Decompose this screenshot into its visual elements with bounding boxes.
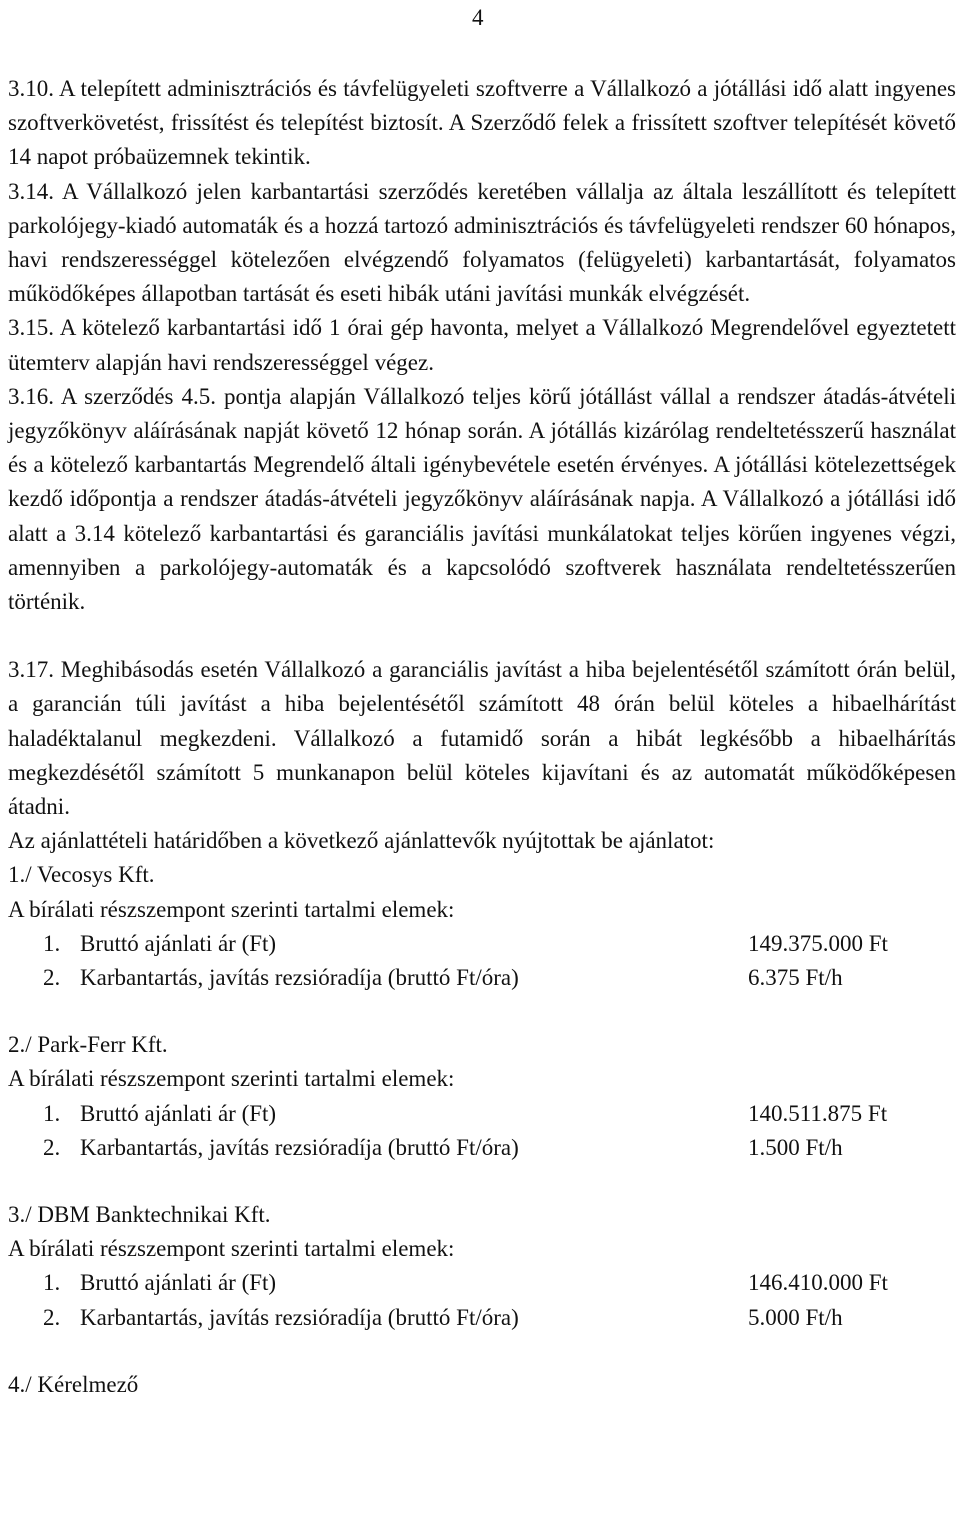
bidder-name: 1./ Vecosys Kft. — [8, 862, 155, 888]
criteria-label: Bruttó ajánlati ár (Ft) — [80, 930, 277, 956]
offers-intro: Az ajánlattételi határidőben a következő ajánlattevők nyújtottak be ajánlatot: — [8, 828, 715, 854]
paragraph-3-16: 3.16. A szerződés 4.5. pontja alapján Vállalkozó teljes körű jótállást vállal a rendszer átadás-átvételi jegyzőkönyv aláírásának napját követő 12 hónap során. A jótállás kizárólag rendeltetésszerű használat és a kötelező karbantartás Megrendelő általi igénybevétele esetén érvényes. A jótállási kötelezettségek kezdő időpontja a rendszer átadás-átvételi jegyzőkönyv aláírásának napja. A Vállalkozó a jótállási idő alatt a 3.14 kötelező karbantartási és garanciális javítási munkálatokat teljes körűen ingyenes végzi, amennyiben a parkolójegy-automaták és a kapcsolódó szoftverek használata rendeltetésszerűen történik. — [8, 383, 956, 615]
page-number: 4 — [472, 5, 484, 30]
criteria-label: Bruttó ajánlati ár (Ft) — [80, 1270, 277, 1296]
criteria-row — [8, 1266, 956, 1300]
criteria-row — [8, 961, 956, 995]
bidder-block — [8, 858, 956, 995]
paragraph-3-10: 3.10. A telepített adminisztrációs és távfelügyeleti szoftverre a Vállalkozó a jótállási idő alatt ingyenes szoftverkövetést, frissítést és telepítést biztosít. A Szerződő felek a frissített szoftver telepítését követő 14 napot próbaüzemnek tekintik. — [8, 76, 956, 170]
bidder-name: 3./ DBM Banktechnikai Kft. — [8, 1202, 271, 1228]
criteria-value: 1.500 Ft/h — [748, 1134, 843, 1160]
criteria-number: 2. — [43, 965, 61, 991]
paragraph-3-15: 3.15. A kötelező karbantartási idő 1 órai gép havonta, melyet a Vállalkozó Megrendelővel egyeztetett ütemterv alapján havi rendszerességgel végez. — [8, 315, 956, 375]
criteria-label: Karbantartás, javítás rezsióradíja (bruttó Ft/óra) — [80, 965, 519, 991]
criteria-row — [8, 1301, 956, 1335]
next-bidder-heading: 4./ Kérelmező — [8, 1371, 139, 1397]
criteria-row — [8, 1097, 956, 1131]
criteria-heading: A bírálati részszempont szerinti tartalmi elemek: — [8, 1066, 455, 1092]
criteria-value: 146.410.000 Ft — [748, 1270, 888, 1296]
criteria-row — [8, 927, 956, 961]
criteria-value: 5.000 Ft/h — [748, 1304, 843, 1330]
criteria-number: 2. — [43, 1304, 61, 1330]
criteria-heading: A bírálati részszempont szerinti tartalmi elemek: — [8, 1236, 455, 1262]
criteria-value: 140.511.875 Ft — [748, 1100, 888, 1126]
bidder-block — [8, 1028, 956, 1165]
bidder-name: 2./ Park-Ferr Kft. — [8, 1032, 168, 1058]
criteria-number: 1. — [43, 1270, 61, 1296]
criteria-heading: A bírálati részszempont szerinti tartalmi elemek: — [8, 896, 455, 922]
criteria-label: Bruttó ajánlati ár (Ft) — [80, 1100, 277, 1126]
document-body — [8, 72, 956, 1402]
paragraph-3-14: 3.14. A Vállalkozó jelen karbantartási szerződés keretében vállalja az általa leszállított és telepített parkolójegy-kiadó automaták és a hozzá tartozó adminisztrációs és távfelügyeleti rendszer 60 hónapos, havi rendszerességgel kötelezően elvégzendő folyamatos (felügyeleti) karbantartását, folyamatos működőképes állapotban tartását és eseti hibák utáni javítási munkák elvégzését. — [8, 178, 956, 307]
criteria-number: 1. — [43, 930, 61, 956]
criteria-number: 1. — [43, 1100, 61, 1126]
criteria-row — [8, 1131, 956, 1165]
criteria-label: Karbantartás, javítás rezsióradíja (bruttó Ft/óra) — [80, 1304, 519, 1330]
paragraph-3-17: 3.17. Meghibásodás esetén Vállalkozó a garanciális javítást a hiba bejelentésétől számított órán belül, a garancián túli javítást a hiba bejelentésétől számított 48 órán belül köteles a hibaelhárítást haladéktalanul megkezdeni. Vállalkozó a futamidő során a hibát legkésőbb a hibaelhárítás megkezdésétől számított 5 munkanapon belül köteles kijavítani és az automatát működőképesen átadni. — [8, 657, 956, 820]
criteria-label: Karbantartás, javítás rezsióradíja (bruttó Ft/óra) — [80, 1134, 519, 1160]
bidder-block — [8, 1198, 956, 1335]
criteria-number: 2. — [43, 1134, 61, 1160]
criteria-value: 6.375 Ft/h — [748, 965, 843, 991]
criteria-value: 149.375.000 Ft — [748, 930, 888, 956]
